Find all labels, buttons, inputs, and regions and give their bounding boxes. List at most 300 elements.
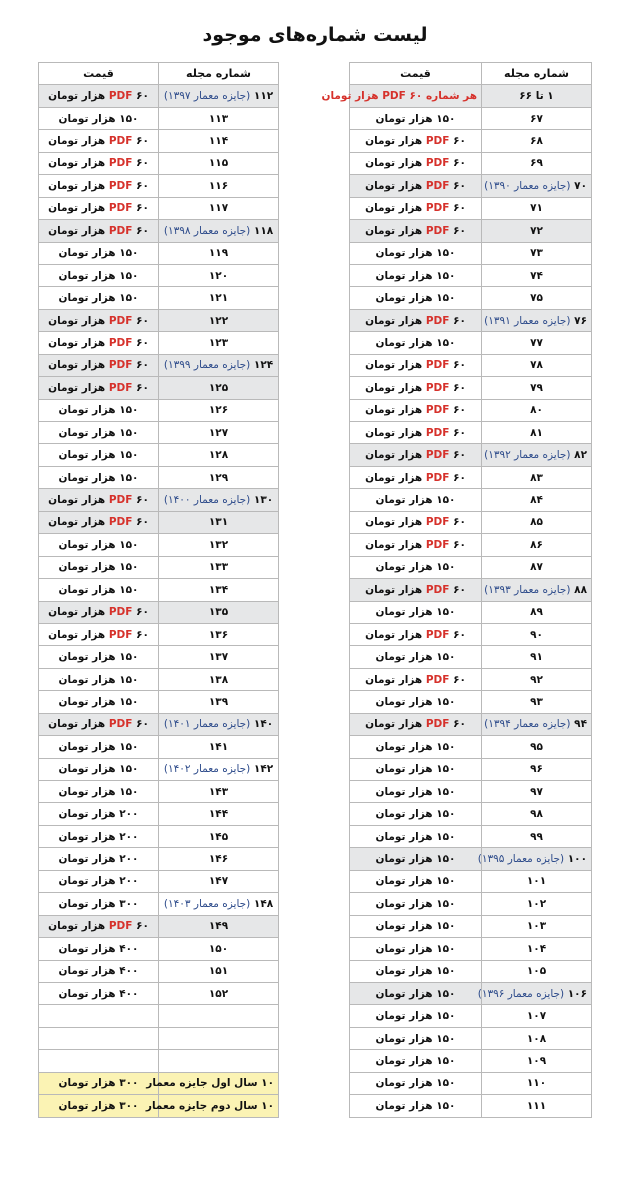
issue-cell [482,803,592,825]
price-value: ۴۰۰ هزار تومان [58,942,139,955]
price-value: ۱۵۰ هزار تومان [58,651,139,664]
price-cell [350,646,482,668]
pdf-label: PDF [108,920,133,933]
pdf-label: PDF [425,404,450,417]
price-cell [350,1050,482,1072]
price-cell [350,175,482,197]
price-cell [350,287,482,309]
price-value: ۶۰ هزار تومان [365,628,466,641]
table-row [39,354,279,376]
issue-cell [159,915,279,937]
table-row [39,623,279,645]
issue-cell [482,85,592,107]
price-value: ۱۵۰ هزار تومان [375,606,456,619]
price-cell [39,130,159,152]
pdf-label: PDF [108,314,133,327]
pdf-label: PDF [108,90,133,103]
pdf-label: PDF [425,426,450,439]
award-label: (جایزه معمار ۱۴۰۳) [163,897,251,910]
issue-number: ۱۰۴ [526,942,547,955]
price-cell [39,399,159,421]
issue-cell [482,1050,592,1072]
award-label: (جایزه معمار ۱۳۹۳) [484,583,571,596]
pdf-label: PDF [108,606,133,619]
price-cell [39,938,159,960]
issue-number: ۶۹ [530,157,543,170]
price-value: ۲۰۰ هزار تومان [58,853,139,866]
price-cell [350,825,482,847]
pdf-label: PDF [382,90,406,103]
price-cell [39,713,159,735]
header-price: قیمت [350,63,482,85]
price-prefix: هر شماره [425,90,477,103]
pdf-label: PDF [108,179,133,192]
table-row [350,242,592,264]
issue-number: ۸۲ [574,449,587,462]
pdf-label: PDF [108,202,133,215]
issue-cell [159,399,279,421]
issue-cell [159,736,279,758]
issue-number: ۱۲۴ [253,359,274,372]
table-row [350,332,592,354]
pdf-label: PDF [108,336,133,349]
table-row [39,736,279,758]
price-cell [39,444,159,466]
issue-number: ۱۲۸ [208,449,229,462]
issue-cell [482,107,592,129]
issue-cell [159,556,279,578]
price-value: ۳۰۰ هزار تومان [58,1099,139,1112]
issue-number: ۱۳۶ [208,628,229,641]
award-label: (جایزه معمار ۱۳۹۸) [163,224,251,237]
price-cell [39,1072,159,1094]
table-row [350,848,592,870]
price-cell [39,466,159,488]
price-cell [350,422,482,444]
table-header-row [39,63,279,85]
table-row [350,511,592,533]
price-value: ۱۵۰ هزار تومان [375,1032,456,1045]
price-value: ۱۵۰ هزار تومان [58,426,139,439]
price-cell [39,623,159,645]
price-cell [39,197,159,219]
price-cell [350,803,482,825]
price-value: ۱۵۰ هزار تومان [375,1099,456,1112]
price-value: ۱۵۰ هزار تومان [375,561,456,574]
table-row [39,130,279,152]
issue-cell [482,893,592,915]
price-value: ۶۰ هزار تومان [48,381,149,394]
issue-number: ۱۰۲ [526,897,547,910]
price-value: ۶۰ هزار تومان [365,381,466,394]
issue-number: ۸۱ [530,426,543,439]
price-cell [39,825,159,847]
issue-number: ۷۶ [574,314,587,327]
price-value: ۶۰ هزار تومان [48,606,149,619]
price-value: ۱۵۰ هزار تومان [58,785,139,798]
price-value: ۶۰ هزار تومان [48,314,149,327]
pdf-label: PDF [425,224,450,237]
pdf-label: PDF [425,157,450,170]
issue-number: ۱۳۲ [208,538,229,551]
issue-cell [159,893,279,915]
issue-number: ۱۰۸ [526,1032,547,1045]
table-row [39,1072,279,1094]
issue-number: ۱۳۱ [208,516,229,529]
table-row [39,175,279,197]
price-value: ۶۰ هزار تومان [365,314,466,327]
award-label: (جایزه معمار ۱۳۹۹) [163,359,251,372]
price-value: ۱۵۰ هزار تومان [375,875,456,888]
table-row [39,1050,279,1072]
table-row [350,623,592,645]
price-cell [39,422,159,444]
table-row [39,960,279,982]
table-row [350,152,592,174]
issue-number: ۷۳ [530,247,543,260]
table-row [39,893,279,915]
table-row [350,85,592,107]
pdf-label: PDF [108,718,133,731]
table-row [39,422,279,444]
issue-cell [477,848,592,870]
issue-number: ۸۰ [530,404,543,417]
issue-cell [482,152,592,174]
price-cell [39,1027,159,1049]
issue-cell [159,1050,279,1072]
table-row [350,870,592,892]
price-value: ۱۵۰ هزار تومان [58,269,139,282]
issue-cell [482,511,592,533]
table-row [39,579,279,601]
table-row [350,803,592,825]
price-value: ۱۵۰ هزار تومان [375,247,456,260]
issue-cell [159,781,279,803]
pdf-label: PDF [425,516,450,529]
issue-number: ۷۵ [530,292,543,305]
price-cell [39,264,159,286]
table-row [39,107,279,129]
table-row [39,511,279,533]
issue-cell [159,534,279,556]
issue-number: ۱۱۶ [208,179,229,192]
pdf-label: PDF [425,718,450,731]
price-value: ۶۰ هزار تومان [365,718,466,731]
issue-cell [482,1027,592,1049]
issue-cell [159,489,279,511]
price-value: ۶۰ هزار تومان [48,135,149,148]
table-row [39,242,279,264]
issue-number: ۱۲۶ [208,404,229,417]
price-cell [350,220,482,242]
pdf-label: PDF [425,381,450,394]
issue-cell [159,848,279,870]
price-cell [39,960,159,982]
price-value: ۱۵۰ هزار تومان [58,404,139,417]
issue-cell [482,579,592,601]
issue-cell [159,960,279,982]
table-row [39,825,279,847]
price-cell [39,848,159,870]
price-cell [39,668,159,690]
issue-cell [482,489,592,511]
issue-cell [145,1095,279,1117]
issue-cell [482,623,592,645]
issue-number: ۱۴۶ [208,853,229,866]
table-row [350,175,592,197]
issue-number: ۱۳۳ [208,561,229,574]
award-label: (جایزه معمار ۱۳۹۴) [484,718,571,731]
price-cell [39,870,159,892]
issue-number: ۱ تا ۶۶ [519,90,554,103]
header-issue: شماره مجله [482,63,592,85]
pdf-label: PDF [108,224,133,237]
issue-number: ۹۸ [530,808,543,821]
issues-table-right [321,62,592,1118]
table-row [39,781,279,803]
issue-cell [159,668,279,690]
table-row [350,377,592,399]
issue-number: ۹۲ [530,673,543,686]
pdf-label: PDF [108,359,133,372]
table-row [350,1005,592,1027]
issue-cell [482,534,592,556]
table-row [350,1072,592,1094]
price-value: ۶۰ هزار تومان [365,471,466,484]
issue-number: ۷۱ [530,202,543,215]
price-value: ۶۰ هزار تومان [365,157,466,170]
header-price: قیمت [39,63,159,85]
issue-cell [159,713,279,735]
issue-cell [159,825,279,847]
issue-number: ۸۹ [530,606,543,619]
price-cell [39,1005,159,1027]
price-cell [350,893,482,915]
price-value: ۱۵۰ هزار تومان [375,965,456,978]
price-value: ۱۵۰ هزار تومان [58,763,139,776]
price-cell [39,107,159,129]
issue-cell [159,601,279,623]
price-cell [350,511,482,533]
price-value: ۱۵۰ هزار تومان [375,830,456,843]
price-value: ۱۵۰ هزار تومان [58,583,139,596]
price-value: ۱۵۰ هزار تومان [375,808,456,821]
issue-cell [482,399,592,421]
price-value: ۶۰ هزار تومان [48,336,149,349]
price-cell [39,377,159,399]
table-row [350,646,592,668]
issue-number: ۱۱۸ [253,224,274,237]
award-label: (جایزه معمار ۱۳۹۶) [477,987,565,1000]
table-row [350,893,592,915]
issue-cell [159,152,279,174]
price-cell [39,511,159,533]
issue-number: ۱۱۹ [208,247,229,260]
table-row [39,287,279,309]
header-issue: شماره مجله [159,63,279,85]
issue-number: ۸۸ [574,583,587,596]
issue-number: ۱۳۹ [208,695,229,708]
price-value: ۶۰ هزار تومان [365,202,466,215]
table-row [350,489,592,511]
issue-number: ۱۴۰ [253,718,274,731]
price-cell [39,489,159,511]
price-value: ۶۰ هزار تومان [365,404,466,417]
issue-number: ۱۰۵ [526,965,547,978]
issue-number: ۷۹ [530,381,543,394]
price-value: ۶۰ هزار تومان [48,920,149,933]
issue-cell [159,466,279,488]
price-cell [39,781,159,803]
price-cell [350,960,482,982]
table-row [350,1027,592,1049]
price-value: ۱۵۰ هزار تومان [375,695,456,708]
table-row [350,1050,592,1072]
table-header-row [350,63,592,85]
pdf-label: PDF [425,628,450,641]
table-row [350,713,592,735]
price-cell [39,354,159,376]
issue-number: ۱۱۴ [208,135,229,148]
price-cell [39,758,159,780]
issue-cell [482,444,592,466]
issue-cell [482,264,592,286]
issue-number: ۱۴۷ [208,875,229,888]
price-cell [350,264,482,286]
table-row [350,960,592,982]
issue-cell [482,668,592,690]
price-value: ۱۵۰ هزار تومان [58,471,139,484]
issue-number: ۱۰ سال دوم جایزه معمار [145,1099,274,1112]
table-row [39,1095,279,1117]
price-cell [350,152,482,174]
price-cell [350,242,482,264]
price-cell [350,601,482,623]
table-row [350,444,592,466]
table-row [39,601,279,623]
issue-cell [159,1027,279,1049]
table-row [39,870,279,892]
issue-number: ۱۵۱ [208,965,229,978]
price-value: ۱۵۰ هزار تومان [375,336,456,349]
issue-cell [482,354,592,376]
table-row [350,197,592,219]
table-row [350,668,592,690]
issue-cell [482,938,592,960]
pdf-label: PDF [425,583,450,596]
table-row [350,534,592,556]
price-value: ۱۵۰ هزار تومان [58,538,139,551]
pdf-label: PDF [108,494,133,507]
price-cell [350,377,482,399]
issue-cell [482,287,592,309]
price-value: ۶۰ هزار تومان [48,179,149,192]
issue-number: ۱۴۸ [253,897,274,910]
price-cell [350,444,482,466]
pdf-label: PDF [108,135,133,148]
issue-number: ۸۴ [530,494,543,507]
issue-cell [159,982,279,1004]
price-cell [39,152,159,174]
price-cell [350,1005,482,1027]
table-row [39,691,279,713]
table-row [350,399,592,421]
issue-cell [482,242,592,264]
price-value: ۶۰ هزار تومان [48,202,149,215]
pdf-label: PDF [108,381,133,394]
price-cell [39,556,159,578]
price-value: ۱۵۰ هزار تومان [375,1054,456,1067]
price-cell [39,85,159,107]
price-cell [39,332,159,354]
price-cell [350,781,482,803]
issue-cell [482,130,592,152]
award-label: (جایزه معمار ۱۳۹۵) [477,853,565,866]
price-cell [350,579,482,601]
price-value: ۶۰ هزار تومان [365,673,466,686]
price-cell [39,175,159,197]
issue-number: ۱۰۷ [526,1010,547,1023]
price-cell [39,287,159,309]
table-row [39,466,279,488]
issue-number: ۹۷ [530,785,543,798]
table-row [350,758,592,780]
table-row [350,736,592,758]
table-row [39,220,279,242]
issue-cell [159,332,279,354]
issue-number: ۱۰۱ [526,875,547,888]
price-value: ۱۵۰ هزار تومان [58,673,139,686]
issue-number: ۹۳ [530,695,543,708]
table-row [39,309,279,331]
issue-number: ۷۷ [530,336,543,349]
issue-cell [159,803,279,825]
price-value: ۶۰ هزار تومان [365,135,466,148]
price-value: ۱۵۰ هزار تومان [375,987,456,1000]
issue-cell [482,1095,592,1117]
issue-cell [159,264,279,286]
price-value: ۶۰ هزار تومان [48,494,149,507]
price-value: ۶۰ هزار تومان [48,516,149,529]
price-value: ۶۰ هزار تومان [48,359,149,372]
issue-number: ۹۶ [530,763,543,776]
price-value: ۱۵۰ هزار تومان [375,920,456,933]
issue-number: ۱۰ سال اول جایزه معمار [146,1077,274,1090]
issue-number: ۱۲۲ [208,314,229,327]
pdf-label: PDF [108,157,133,170]
table-row [350,130,592,152]
price-value: ۶۰ هزار تومان [365,449,466,462]
price-cell [350,736,482,758]
table-row [39,848,279,870]
table-row [350,579,592,601]
price-cell [350,309,482,331]
table-row [39,264,279,286]
price-value: ۶۰ هزار تومان [48,157,149,170]
table-row [350,220,592,242]
price-value: ۲۰۰ هزار تومان [58,875,139,888]
award-label: (جایزه معمار ۱۳۹۱) [484,314,571,327]
pdf-label: PDF [425,202,450,215]
table-row [350,466,592,488]
table-row [39,646,279,668]
price-cell [350,691,482,713]
table-row [39,399,279,421]
issue-cell [482,960,592,982]
pdf-label: PDF [425,314,450,327]
issue-number: ۱۳۸ [208,673,229,686]
table-row [39,1027,279,1049]
